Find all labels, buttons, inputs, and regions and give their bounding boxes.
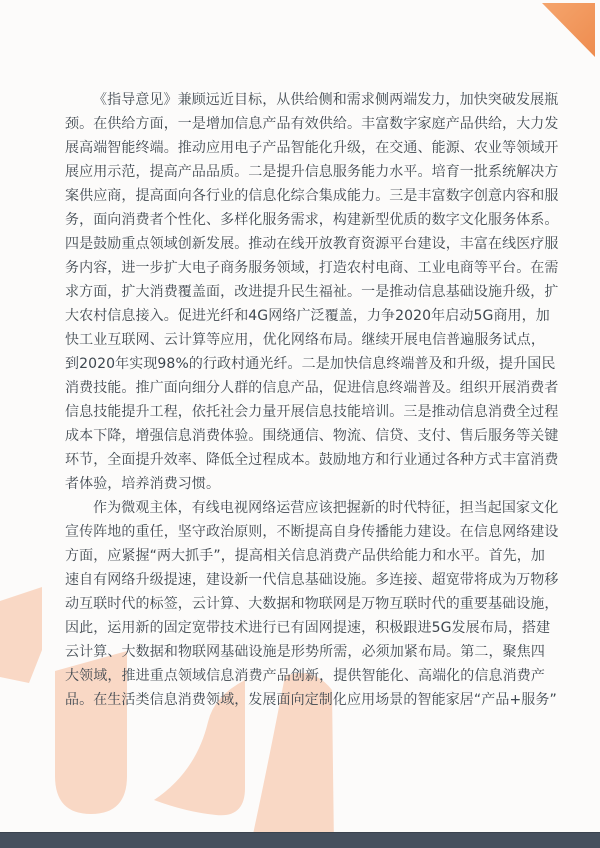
text-line: 求方面，扩大消费覆盖面，改进提升民生福祉。一是推动信息基础设施升级，扩 bbox=[65, 284, 559, 300]
text-line: 四是鼓励重点领域创新发展。推动在线开放教育资源平台建设，丰富在线医疗服 bbox=[65, 236, 559, 252]
text-line: 消费技能。推广面向细分人群的信息产品，促进信息终端普及。组织开展消费者 bbox=[65, 380, 559, 396]
text-line: 务内容，进一步扩大电子商务服务领域，打造农村电商、工业电商等平台。在需 bbox=[65, 260, 559, 276]
paragraph bbox=[65, 496, 559, 712]
text-line: 展高端智能终端。推动应用电子产品智能化升级，在交通、能源、农业等领域开 bbox=[65, 140, 559, 156]
text-line: 务，面向消费者个性化、多样化服务需求，构建新型优质的数字文化服务体系。 bbox=[65, 212, 559, 228]
text-line: 展应用示范，提高产品品质。二是提升信息服务能力水平。培育一批系统解决方 bbox=[65, 164, 559, 180]
text-line: 信息技能提升工程，依托社会力量开展信息技能培训。三是推动信息消费全过程 bbox=[65, 404, 559, 420]
paragraph bbox=[65, 88, 559, 496]
text-line: 环节，全面提升效率、降低全过程成本。鼓励地方和行业通过各种方式丰富消费 bbox=[65, 452, 559, 468]
text-line: 宣传阵地的重任，坚守政治原则，不断提高自身传播能力建设。在信息网络建设 bbox=[65, 524, 559, 540]
text-line: 成本下降，增强信息消费体验。围绕通信、物流、信贷、支付、售后服务等关键 bbox=[65, 428, 559, 444]
text-line: 《指导意见》兼顾远近目标，从供给侧和需求侧两端发力，加快突破发展瓶 bbox=[93, 92, 559, 108]
text-line: 速自有网络升级提速，建设新一代信息基础设施。多连接、超宽带将成为万物移 bbox=[65, 572, 559, 588]
text-line: 品。在生活类信息消费领域，发展面向定制化应用场景的智能家居“产品+服务” bbox=[65, 692, 557, 708]
text-line: 大农村信息接入。促进光纤和4G网络广泛覆盖，力争2020年启动5G商用，加 bbox=[65, 308, 550, 324]
text-line: 者体验，培养消费习惯。 bbox=[65, 476, 221, 492]
text-line: 云计算、大数据和物联网基础设施是形势所需，必须加紧布局。第二，聚焦四 bbox=[65, 644, 545, 660]
text-line: 动互联时代的标签，云计算、大数据和物联网是万物互联时代的重要基础设施， bbox=[65, 596, 559, 612]
text-line: 案供应商，提高面向各行业的信息化综合集成能力。三是丰富数字创意内容和服 bbox=[65, 188, 559, 204]
document-body bbox=[65, 88, 559, 712]
text-line: 作为微观主体，有线电视网络运营应该把握新的时代特征，担当起国家文化 bbox=[93, 500, 559, 516]
text-line: 因此，运用新的固定宽带技术进行已有固网提速，积极跟进5G发展布局，搭建 bbox=[65, 620, 551, 636]
text-line: 快工业互联网、云计算等应用，优化网络布局。继续开展电信普遍服务试点， bbox=[65, 332, 545, 348]
text-line: 方面，应紧握“两大抓手”，提高相关信息消费产品供给能力和水平。首先，加 bbox=[65, 548, 546, 564]
text-line: 颈。在供给方面，一是增加信息产品有效供给。丰富数字家庭产品供给，大力发 bbox=[65, 116, 559, 132]
text-line: 到2020年实现98%的行政村通光纤。二是加快信息终端普及和升级，提升国民 bbox=[65, 356, 556, 372]
text-line: 大领域，推进重点领域信息消费产品创新，提供智能化、高端化的信息消费产 bbox=[65, 668, 545, 684]
corner-triangle-decoration bbox=[542, 3, 595, 57]
footer-bar bbox=[0, 832, 600, 848]
